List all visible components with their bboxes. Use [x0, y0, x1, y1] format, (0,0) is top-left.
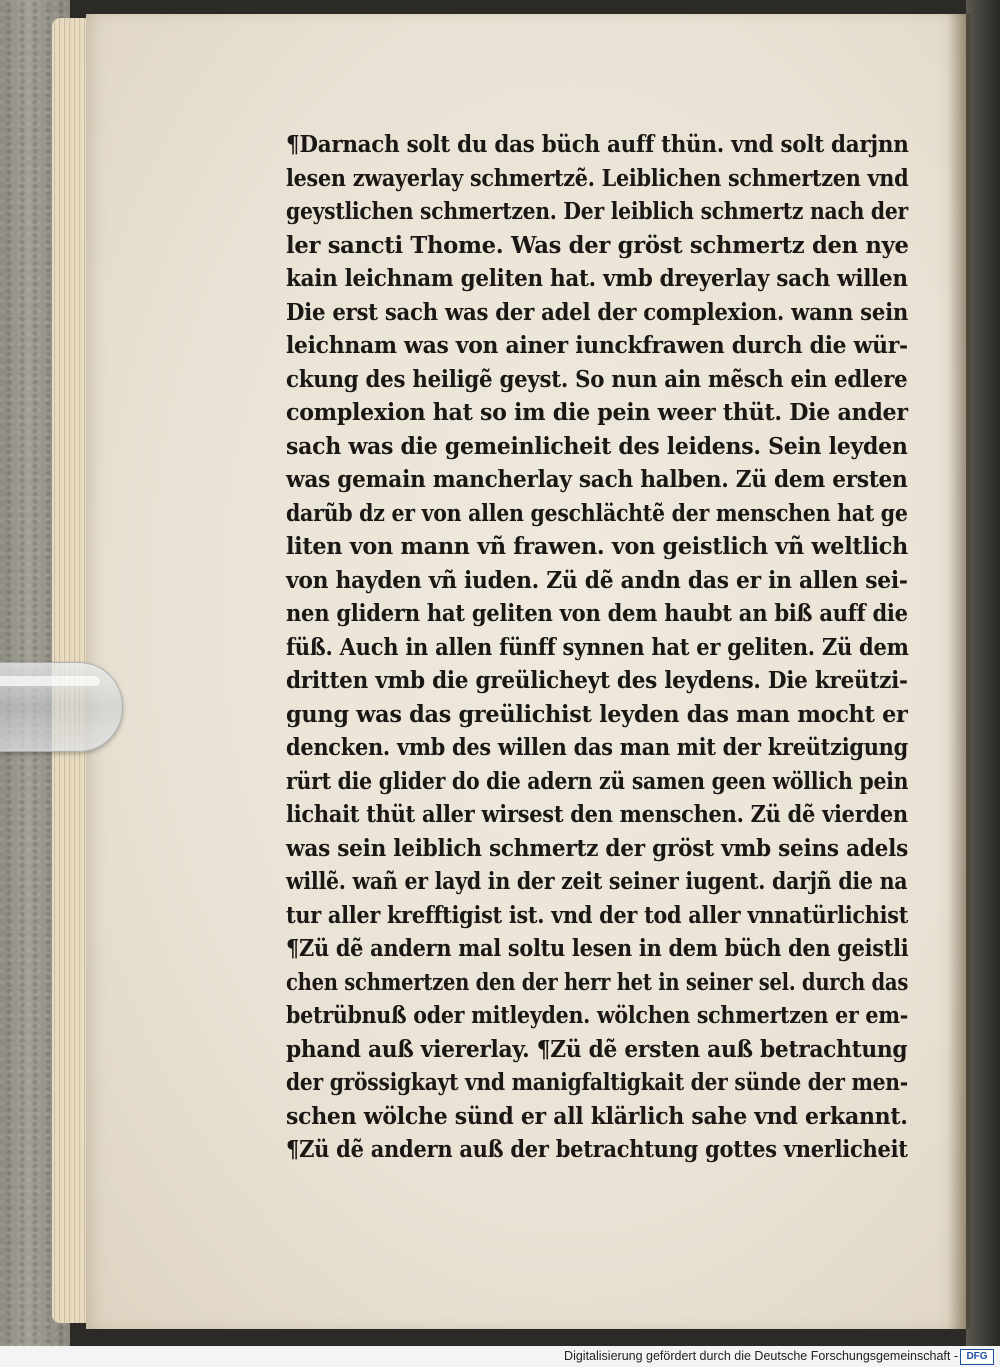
- text-line: tur aller krefftigist ist. vnd der tod aller vnnatürlichist: [286, 901, 909, 929]
- text-line: füß. Auch in allen fünff synnen hat er geliten. Zü dem: [286, 633, 909, 661]
- text-line: betrübnuß oder mitleyden. wölchen schmertzen er em-: [286, 1002, 909, 1029]
- text-line: schen wölche sünd er all klärlich sahe vnd erkannt.: [286, 1102, 908, 1130]
- page-gutter-shadow: [948, 14, 970, 1329]
- text-line: ¶Zü dẽ andern auß der betrachtung gottes vnerlicheit: [286, 1136, 908, 1163]
- text-line: ¶Zü dẽ andern mal soltu lesen in dem büch den geistli: [286, 935, 909, 962]
- page-holder-shine: [0, 676, 100, 686]
- text-line: phand auß viererlay. ¶Zü dẽ ersten auß betrachtung: [286, 1035, 908, 1063]
- text-line: ckung des heiligẽ geyst. So nun ain mẽsch ein edlere: [286, 365, 908, 393]
- text-line: kain leichnam geliten hat. vmb dreyerlay sach willen: [286, 265, 908, 292]
- text-line: was sein leiblich schmertz der gröst vmb seins adels: [286, 834, 909, 862]
- text-line: geystlichen schmertzen. Der leiblich schmertz nach der: [286, 198, 908, 225]
- text-line: was gemain mancherlay sach halben. Zü dem ersten: [286, 466, 908, 493]
- book-cover-right: [966, 0, 1000, 1367]
- text-line: willẽ. wañ er layd in der zeit seiner iugent. darjñ die na: [286, 868, 908, 895]
- text-line: complexion hat so im die pein weer thüt. Die ander: [286, 399, 908, 426]
- text-line: chen schmertzen den der herr het in seiner sel. durch das: [286, 968, 909, 996]
- text-line: ¶Darnach solt du das büch auff thün. vnd solt darjnn: [286, 131, 909, 158]
- dfg-logo: DFG: [960, 1349, 994, 1365]
- text-line: der grössigkayt vnd manigfaltigkait der sünde der men-: [286, 1069, 908, 1096]
- text-line: lesen zwayerlay schmertzẽ. Leiblichen schmertzen vnd: [286, 164, 909, 192]
- text-line: dritten vmb die greülicheyt des leydens. Die kreützi-: [286, 667, 908, 694]
- text-line: gung was das greülichist leyden das man mocht er: [286, 700, 908, 728]
- text-line: rürt die glider do die adern zü samen geen wöllich pein: [286, 767, 909, 795]
- text-line: leichnam was von ainer iunckfrawen durch die wür-: [286, 332, 908, 359]
- text-line: darũb dz er von allen geschlächtẽ der menschen hat ge: [286, 499, 908, 527]
- text-line: liten von mann vñ frawen. von geistlich vñ weltlich: [286, 533, 908, 560]
- text-line: nen glidern hat geliten von dem haubt an biß auff die: [286, 600, 908, 627]
- text-line: von hayden vñ iuden. Zü dẽ andn das er in allen sei-: [286, 566, 908, 594]
- text-line: ler sancti Thome. Was der gröst schmertz den nye: [286, 231, 909, 259]
- digitization-credit: Digitalisierung gefördert durch die Deutsche Forschungsgemeinschaft -: [564, 1349, 958, 1363]
- page-text-block: [286, 128, 908, 1167]
- text-line: sach was die gemeinlicheit des leidens. Sein leyden: [286, 432, 908, 460]
- text-line: Die erst sach was der adel der complexion. wann sein: [286, 298, 909, 326]
- text-line: dencken. vmb des willen das man mit der kreützigung: [286, 734, 908, 761]
- text-line: lichait thüt aller wirsest den menschen. Zü dẽ vierden: [286, 801, 908, 828]
